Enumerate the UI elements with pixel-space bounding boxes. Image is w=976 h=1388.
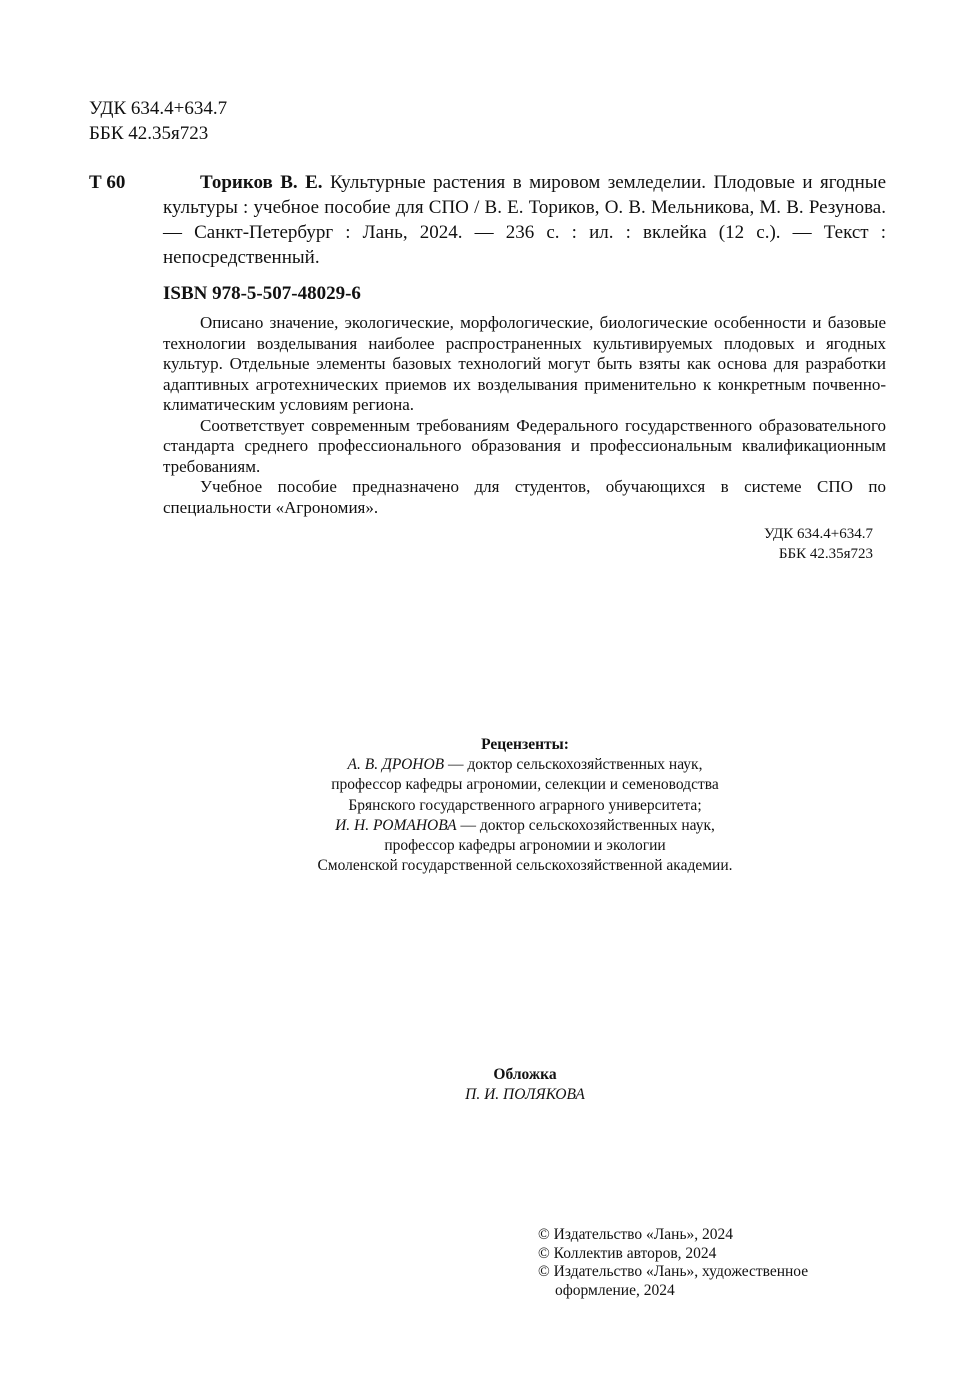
top-bbk-code: ББК 42.35я723 — [89, 123, 209, 144]
reviewer-name: А. В. ДРОНОВ — [347, 756, 445, 774]
abstract-paragraph: Соответствует современным требованиям Федерального государственного образовательного стандарта среднего профессионального образования и профессиональным квалификационным требованиям. — [163, 415, 886, 476]
copyright-block — [538, 1226, 858, 1300]
top-classification-block — [89, 96, 227, 146]
catalog-code: Т 60 — [89, 172, 126, 193]
bibliographic-entry — [163, 170, 886, 270]
reviewer-degree: — доктор сельскохозяйственных наук, — [444, 756, 703, 774]
copyright-line: © Коллектив авторов, 2024 — [538, 1244, 717, 1262]
cover-heading: Обложка — [493, 1066, 557, 1083]
reviewer-degree: — доктор сельскохозяйственных наук, — [456, 816, 715, 834]
reviewer-position: профессор кафедры агрономии, селекции и семеноводства — [331, 776, 719, 794]
copyright-line: оформление, 2024 — [555, 1281, 675, 1299]
reviewer-line — [225, 755, 825, 775]
bibliographic-description: Культурные растения в мировом земледелии. Плодовые и ягодные культуры : учебное пособие для СПО / В. Е. Ториков, О. В. Мельникова, М. В. Резунова. — Санкт-Петербург : Лань, 2024. — 236 с. : ил. : вклейка (12 с.). — Текст : непосредственный. — [163, 172, 886, 268]
reviewers-block — [225, 735, 825, 876]
cover-designer-name: П. И. ПОЛЯКОВА — [465, 1086, 585, 1103]
abstract-paragraph: Описано значение, экологические, морфологические, биологические особенности и базовые технологии возделывания наиболее распространенных культивируемых плодовых и ягодных культур. Отдельные элементы базовых технологий могут быть взяты как основа для разработки адаптивных агротехнических приемов их возделывания применительно к конкретным почвенно-климатическим условиям региона. — [163, 313, 886, 414]
cover-credit-block — [325, 1065, 725, 1105]
isbn-number: ISBN 978-5-507-48029-6 — [163, 283, 361, 304]
reviewer-institution: Брянского государственного аграрного университета; — [348, 796, 702, 814]
abstract-block — [163, 313, 886, 518]
reviewer-line — [225, 816, 825, 836]
reviewer-position: профессор кафедры агрономии и экологии — [384, 837, 666, 855]
top-udk-code: УДК 634.4+634.7 — [89, 98, 228, 119]
reviewers-heading: Рецензенты: — [481, 736, 569, 753]
right-classification-block — [686, 524, 873, 564]
reviewer-institution: Смоленской государственной сельскохозяйственной академии. — [317, 857, 733, 875]
copyright-line: © Издательство «Лань», 2024 — [538, 1226, 734, 1243]
author-name: Ториков В. Е. — [200, 172, 323, 193]
reviewer-name: И. Н. РОМАНОВА — [335, 816, 457, 834]
copyright-line: © Издательство «Лань», художественное — [538, 1263, 809, 1280]
right-bbk-code: ББК 42.35я723 — [778, 546, 873, 562]
abstract-paragraph: Учебное пособие предназначено для студентов, обучающихся в системе СПО по специальности «Агрономия». — [163, 477, 886, 517]
right-udk-code: УДК 634.4+634.7 — [763, 526, 873, 542]
